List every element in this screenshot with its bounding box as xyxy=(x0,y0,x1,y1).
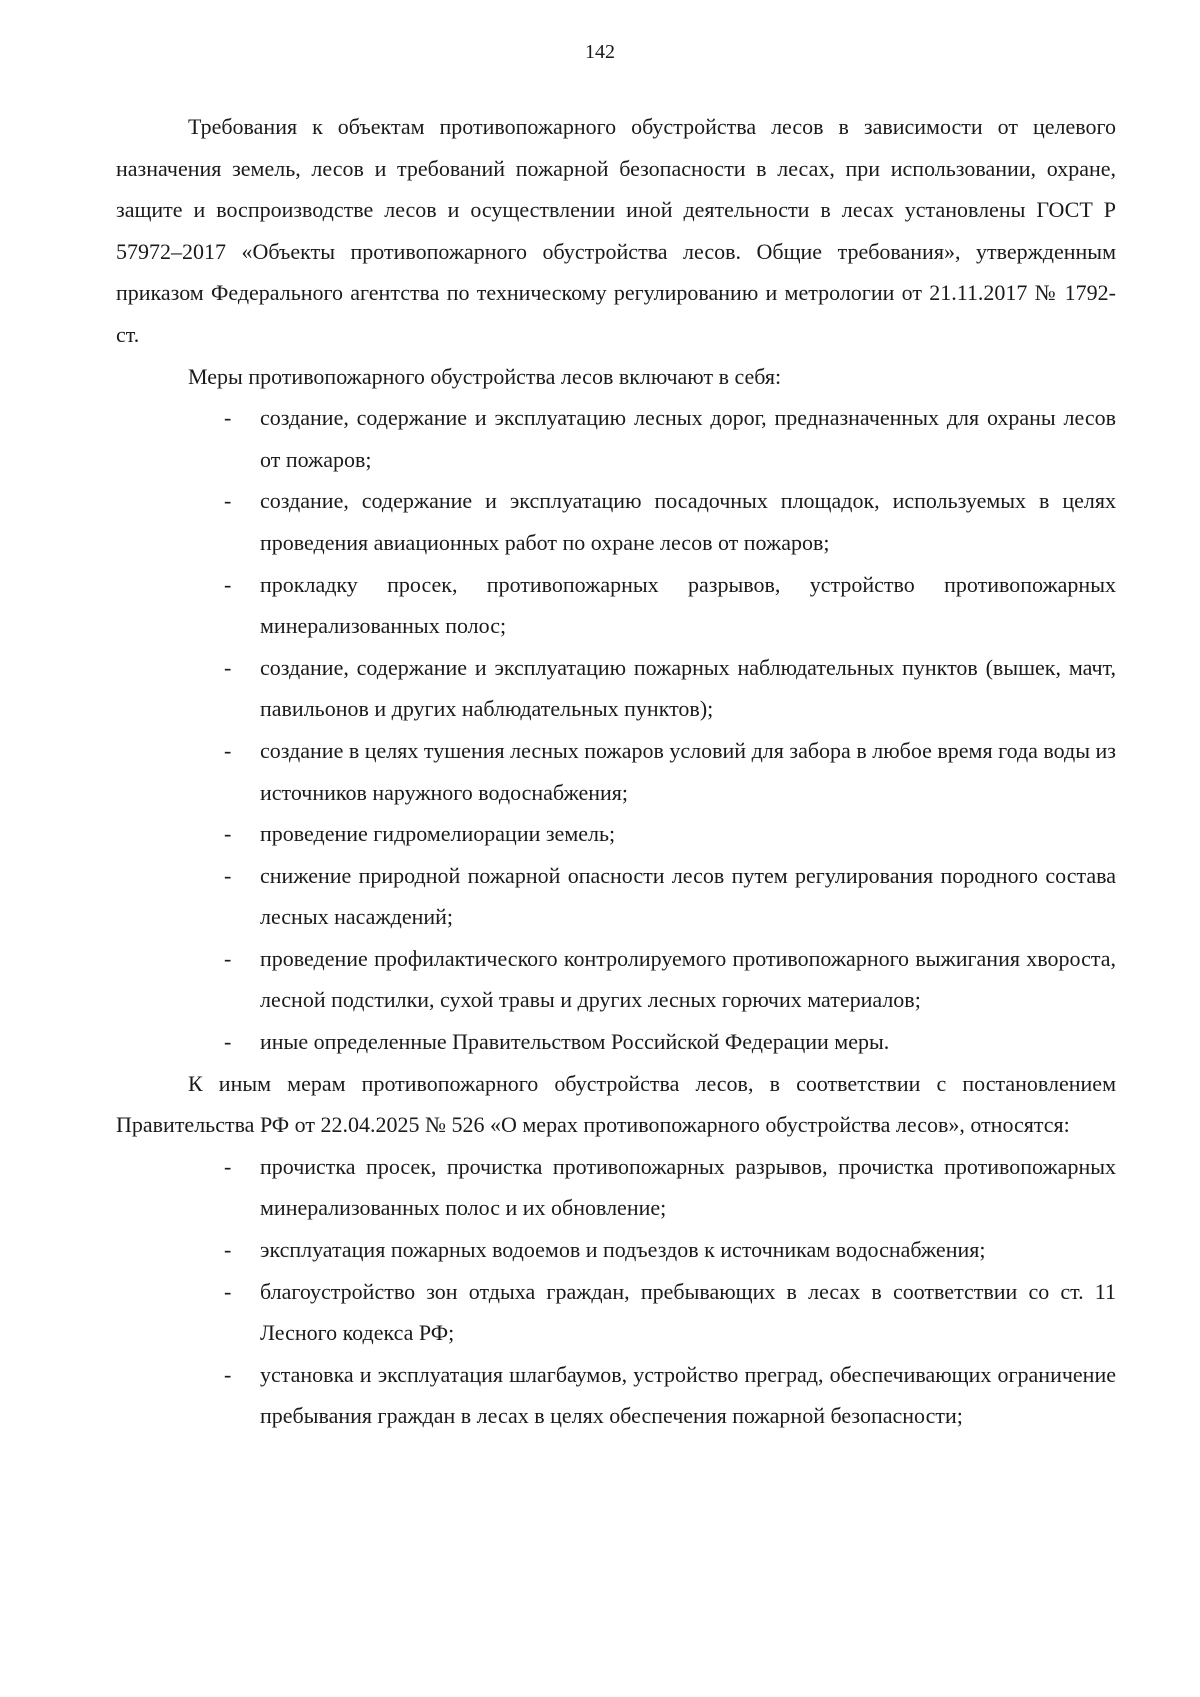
document-body xyxy=(116,106,1116,1437)
list-item-text: проведение гидромелиорации земель; xyxy=(260,821,616,847)
list-item xyxy=(116,938,1116,1021)
list-marker: - xyxy=(224,1153,232,1179)
list-item xyxy=(116,1146,1116,1229)
list-marker: - xyxy=(224,1278,232,1304)
list-item-text: прочистка просек, прочистка противопожарных разрывов, прочистка противопожарных минерализованных полос и их обновление; xyxy=(260,1153,1116,1221)
list-marker: - xyxy=(224,488,232,514)
list-item xyxy=(116,1021,1116,1063)
other-measures-list xyxy=(116,1146,1116,1437)
list-item xyxy=(116,564,1116,647)
list-item xyxy=(116,813,1116,855)
list-item-text: прокладку просек, противопожарных разрывов, устройство противопожарных минерализованных полос; xyxy=(260,571,1116,639)
page-number: 142 xyxy=(585,41,615,63)
list-marker: - xyxy=(224,737,232,763)
list-item-text: создание, содержание и эксплуатацию посадочных площадок, используемых в целях проведения авиационных работ по охране лесов от пожаров; xyxy=(260,488,1116,555)
list-item xyxy=(116,480,1116,563)
list-item xyxy=(116,855,1116,938)
list-item xyxy=(116,1271,1116,1354)
list-marker: - xyxy=(224,945,232,971)
list-item xyxy=(116,1229,1116,1271)
list-marker: - xyxy=(224,1237,232,1263)
measures-list xyxy=(116,397,1116,1063)
list-item-text: снижение природной пожарной опасности лесов путем регулирования породного состава лесных насаждений; xyxy=(260,862,1116,930)
list-item xyxy=(116,397,1116,480)
list-marker: - xyxy=(224,654,232,680)
list-item-text: установка и эксплуатация шлагбаумов, устройство преград, обеспечивающих ограничение пребывания граждан в лесах в целях обеспечения пожарной безопасности; xyxy=(260,1361,1116,1429)
list-marker: - xyxy=(224,571,232,597)
paragraph-gost-requirements: Требования к объектам противопожарного обустройства лесов в зависимости от целевого назначения земель, лесов и требований пожарной безопасности в лесах, при использовании, охране, защите и воспроизводстве лесов и осуществлении иной деятельности в лесах установлены ГОСТ Р 57972–2017 «Объекты противопожарного обустройства лесов. Общие требования», утвержденным приказом Федерального агентства по техническому регулированию и метрологии от 21.11.2017 № 1792-ст. xyxy=(116,114,1116,347)
list-marker: - xyxy=(224,1361,232,1387)
list-marker: - xyxy=(224,821,232,847)
paragraph-other-measures-intro: К иным мерам противопожарного обустройства лесов, в соответствии с постановлением Правительства РФ от 22.04.2025 № 526 «О мерах противопожарного обустройства лесов», относятся: xyxy=(116,1070,1116,1138)
list-marker: - xyxy=(224,862,232,888)
list-item-text: благоустройство зон отдыха граждан, пребывающих в лесах в соответствии со ст. 11 Лесного кодекса РФ; xyxy=(260,1278,1116,1346)
list-item-text: создание, содержание и эксплуатацию лесных дорог, предназначенных для охраны лесов от пожаров; xyxy=(260,405,1116,472)
list-item xyxy=(116,730,1116,813)
list-item-text: проведение профилактического контролируемого противопожарного выжигания хвороста, лесной подстилки, сухой травы и других лесных горючих материалов; xyxy=(260,945,1116,1013)
list-marker: - xyxy=(224,1029,232,1055)
list-item-text: эксплуатация пожарных водоемов и подъездов к источникам водоснабжения; xyxy=(260,1237,986,1263)
list-item xyxy=(116,1354,1116,1437)
paragraph-measures-intro: Меры противопожарного обустройства лесов включают в себя: xyxy=(188,363,782,389)
list-item xyxy=(116,647,1116,730)
list-marker: - xyxy=(224,405,232,431)
list-item-text: создание в целях тушения лесных пожаров условий для забора в любое время года воды из источников наружного водоснабжения; xyxy=(260,737,1116,805)
list-item-text: иные определенные Правительством Российской Федерации меры. xyxy=(260,1029,890,1055)
list-item-text: создание, содержание и эксплуатацию пожарных наблюдательных пунктов (вышек, мачт, павильонов и других наблюдательных пунктов); xyxy=(260,654,1116,722)
